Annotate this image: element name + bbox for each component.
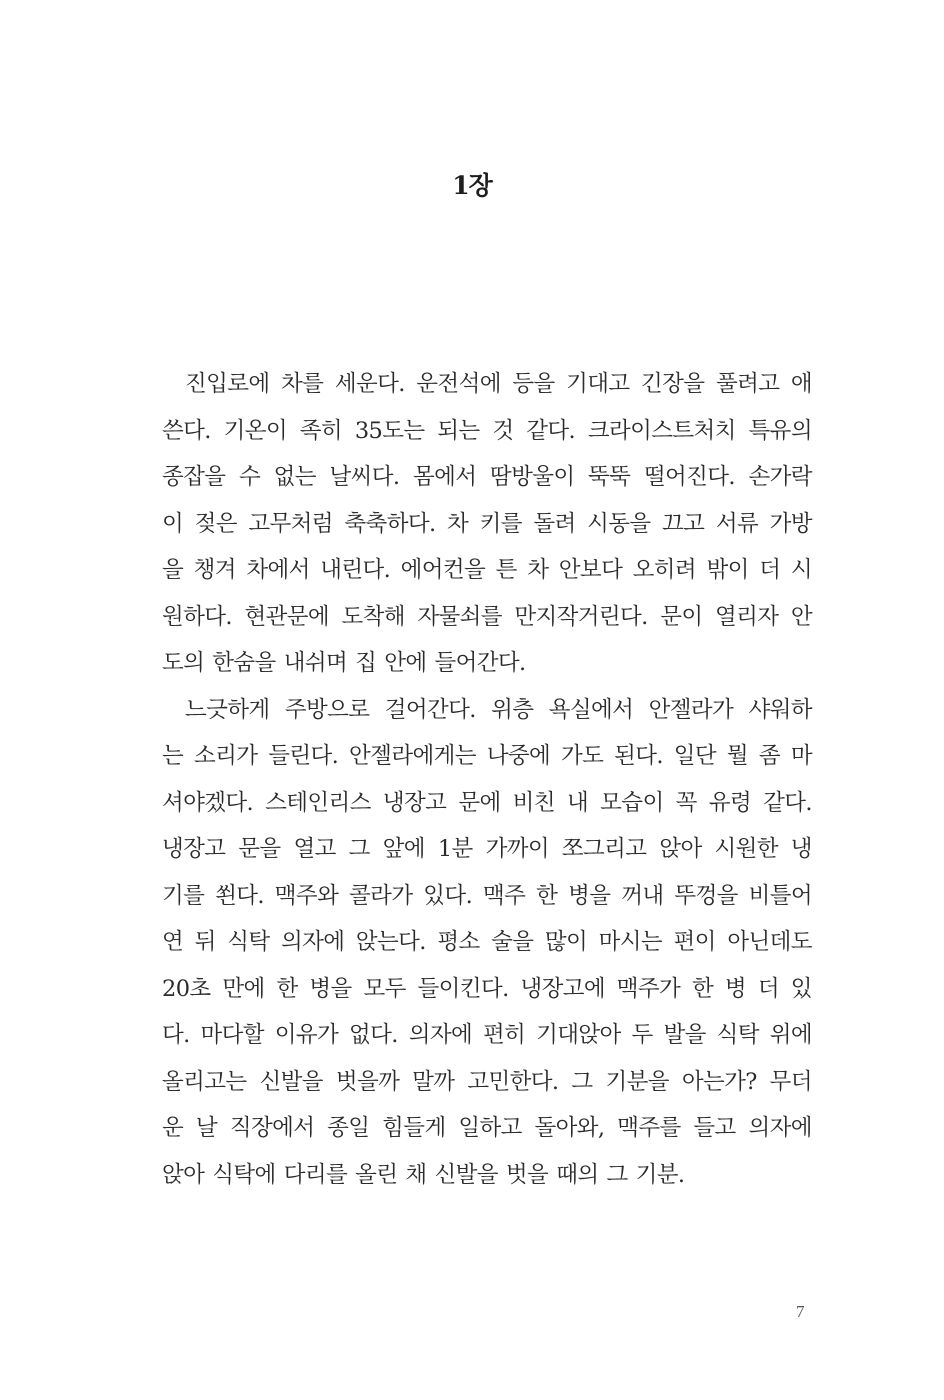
word: 된다. [614,743,663,769]
word: 연 [162,929,184,955]
word: 들이킨다. [417,975,509,1002]
word: 에어컨을 [400,557,486,583]
word: 그 [606,1161,628,1188]
word: 뭘 [726,743,749,769]
word: 고민한다. [467,1068,559,1095]
word: 올리고는 [162,1068,247,1095]
word: 병 [724,975,747,1002]
word: 운 [162,1115,184,1141]
word: 맥주가 [616,975,681,1002]
word: 꼭 [675,789,697,816]
word: 술을 [491,929,534,955]
word: 종일 [327,1115,370,1141]
word: 다리를 [283,1161,348,1188]
word: 무더 [769,1068,812,1095]
word: 차 [447,510,469,537]
word: 세운다. [334,371,405,397]
word: 젖은 [194,510,237,537]
word: 냉장고 [162,836,226,862]
word: 힘들게 [382,1115,446,1141]
word: 콜라가 [349,882,413,909]
word: 원하다. [162,603,232,630]
word: 뚝뚝 [588,464,631,490]
word: 기대고 [566,371,630,397]
word: 한 [536,882,558,909]
word: 쪼그리고 [561,836,647,862]
word: 말까 [412,1068,455,1095]
word: 몸에서 [412,464,477,490]
word: 안보다 [558,557,623,583]
text-line [162,547,812,594]
word: 돌려 [533,510,576,537]
word: 기를 [162,882,205,909]
word: 는 [162,743,184,769]
word: 채 [405,1161,427,1188]
word: 수 [238,464,261,490]
word: 병을 [309,975,352,1002]
word: 진입로에 [185,371,270,397]
text-line [162,687,812,734]
word: 것 [492,417,514,444]
word: 애 [790,371,812,397]
word: 마다할 [200,1022,264,1048]
word: 기대앉아 [536,1022,621,1048]
word: 종잡을 [162,464,226,490]
word: 문에 [458,789,501,816]
page-number: 7 [796,1302,805,1321]
word: 가까이 [485,836,549,862]
word: 식탁 [716,1022,759,1048]
word: 병을 [568,882,611,909]
word: 모두 [363,975,406,1002]
word: 올린 [355,1161,398,1188]
text-line [162,408,812,455]
word: 같다. [526,417,576,444]
word: 35도는 [354,417,425,444]
word: 돌아와, [534,1115,605,1141]
word: 위에 [769,1022,812,1048]
text-line [162,1012,812,1059]
word: 쓴다. [162,417,211,444]
word: 20초 [162,975,211,1002]
word: 식탁 [227,929,270,955]
word: 편히 [482,1022,526,1048]
word: 챙겨 [193,557,236,583]
word: 도착해 [341,603,405,630]
word: 앉아 [659,836,702,862]
word: 신발을 [259,1068,323,1095]
paragraph-2 [162,687,812,1199]
paragraph-1 [162,361,812,687]
word: 열고 [293,836,336,862]
text-line [162,1105,812,1152]
word: 비친 [512,789,555,816]
word: 냉 [790,836,812,862]
word: 튼 [495,557,517,583]
word: 기온이 [223,417,287,444]
word: 현관문에 [244,603,329,630]
word: 느긋하게 [185,696,270,723]
word: 이유가 [274,1022,339,1048]
word: 나중에 [486,743,551,769]
word: 열리자 [714,603,779,630]
word: 앉아 [162,1161,205,1188]
word: 특유의 [748,417,812,444]
word: 안젤라에게는 [349,743,476,769]
word: 벗을 [505,1161,549,1188]
word: 문이 [660,603,703,630]
text-line [162,733,812,780]
word: 만에 [222,975,265,1002]
word: 땀방울이 [489,464,575,490]
word: 맥주와 [274,882,339,909]
word: 차를 [281,371,324,397]
word: 차에서 [246,557,310,583]
word: 없다. [349,1022,398,1048]
word: 유령 [708,789,752,816]
word: 샤워하 [748,696,812,723]
word: 날 [195,1115,218,1141]
word: 의자에 [281,929,345,955]
word: 차 [527,557,549,583]
word: 내 [566,789,589,816]
text-line [162,919,812,966]
word: 욕실에서 [548,696,634,723]
word: 냉장고에 [520,975,605,1002]
word: 기분을 [605,1068,669,1095]
word: 다. [162,1022,190,1048]
word: 걸어간다. [384,696,476,723]
word: 평소 [437,929,480,955]
word: 풀려고 [715,371,780,397]
text-line [162,826,812,873]
word: 오히려 [632,557,697,583]
word: 맥주를 [617,1115,681,1141]
word: 문을 [238,836,281,862]
word: 마시는 [598,929,663,955]
word: 도의 [162,650,205,676]
word: 끄고 [662,510,705,537]
word: 의자에 [408,1022,473,1048]
word: 더 [757,975,779,1002]
word: 운전석에 [416,371,501,397]
word: 일단 [673,743,717,769]
word: 직장에서 [229,1115,315,1141]
word: 쐰다. [215,882,264,909]
word: 긴장을 [641,371,705,397]
word: 주방으로 [284,696,370,723]
word: 안 [790,603,812,630]
text-line [162,966,812,1013]
word: 의자에 [748,1115,812,1141]
word: 들어간다. [434,650,526,676]
word: 손가락 [748,464,812,490]
text-line [162,1152,812,1199]
word: 식탁에 [212,1161,276,1188]
word: 안에 [384,650,427,676]
text-line [162,780,812,827]
word: 가도 [560,743,604,769]
word: 앞에 [382,836,425,862]
word: 그 [571,1068,593,1095]
word: 마 [790,743,812,769]
word: 맥주 [482,882,526,909]
word: 있 [790,975,812,1002]
word: 밖이 [706,557,749,583]
text-line [162,454,812,501]
word: 시동을 [587,510,651,537]
word: 가방 [769,510,812,537]
word: 등을 [512,371,555,397]
word: 더 [759,557,781,583]
word: 냉장고 [382,789,447,816]
word: 시 [790,557,812,583]
word: 안젤라가 [648,696,734,723]
word: 꺼내 [621,882,664,909]
word: 들고 [693,1115,736,1141]
word: 없는 [273,464,316,490]
word: 편이 [673,929,716,955]
word: 발을 [663,1022,706,1048]
word: 소리가 [193,743,258,769]
word: 내린다. [320,557,391,583]
word: 앉는다. [355,929,426,955]
word: 비틀어 [748,882,812,909]
word: 날씨다. [329,464,400,490]
word: 족히 [299,417,343,444]
word: 축축하다. [344,510,436,537]
word: 크라이스트처치 [587,417,736,444]
word: 1분 [437,836,473,862]
word: 벗을까 [335,1068,400,1095]
word: 때의 [556,1161,599,1188]
word: 되는 [437,417,480,444]
word: 아닌데도 [727,929,812,955]
text-line [162,501,812,548]
text-line [162,1059,812,1106]
word: 많이 [544,929,588,955]
word: 시원한 [714,836,778,862]
word: 한 [691,975,714,1002]
word: 두 [631,1022,653,1048]
word: 스테인리스 [265,789,371,816]
word: 자물쇠를 [417,603,502,630]
word: 키를 [479,510,522,537]
text-line [162,873,812,920]
word: 일하고 [458,1115,522,1141]
word: 한 [276,975,298,1002]
word: 아는가? [681,1068,757,1095]
word: 들린다. [268,743,339,769]
word: 있다. [423,882,473,909]
word: 뚜껑을 [674,882,738,909]
word: 같다. [763,789,812,816]
word: 좀 [758,743,780,769]
word: 모습이 [600,789,664,816]
word: 서류 [715,510,759,537]
word: 고무처럼 [248,510,333,537]
word: 뒤 [194,929,216,955]
word: 기분. [635,1161,685,1188]
text-line [162,640,812,687]
word: 셔야겠다. [162,789,254,816]
word: 만지작거린다. [514,603,648,630]
text-line [162,594,812,641]
word: 내쉬며 [283,650,348,676]
word: 위층 [491,696,534,723]
body-text [162,361,812,1198]
word: 그 [348,836,370,862]
word: 신발을 [434,1161,498,1188]
text-line [162,361,812,408]
word: 이 [162,510,184,537]
word: 집 [355,650,377,676]
word: 한숨을 [212,650,276,676]
word: 떨어진다. [643,464,735,490]
chapter-title: 1장 [452,171,492,200]
word: 을 [162,557,184,583]
